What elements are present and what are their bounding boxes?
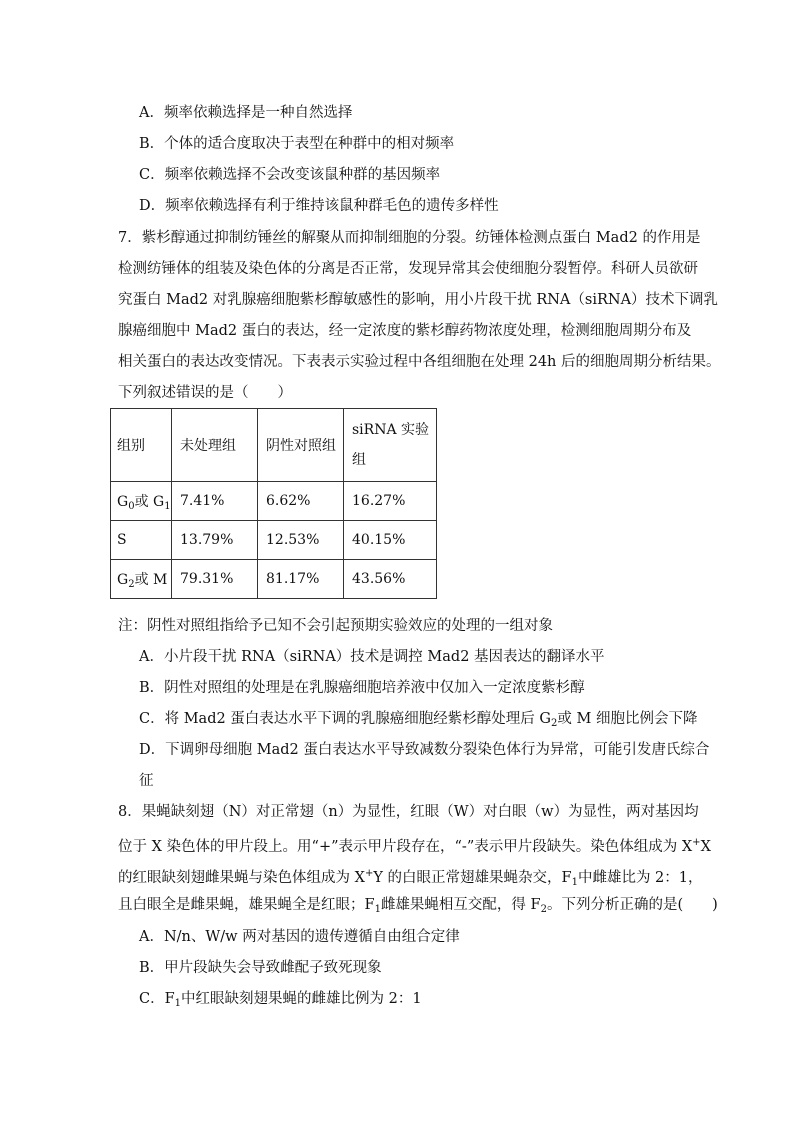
table-cell: 43.56% (344, 560, 437, 599)
table-row (111, 560, 437, 599)
q8-option-b: B．甲片段缺失会导致雌配子致死现象 (139, 960, 382, 976)
q7-stem-line: 相关蛋白的表达改变情况。下表表示实验过程中各组细胞在处理 24h 后的细胞周期分析结果。 (118, 354, 721, 370)
table-cell: 12.53% (258, 521, 344, 560)
table-header-cell: 阴性对照组 (258, 409, 344, 482)
table-header-cell: 组别 (111, 409, 172, 482)
q8-stem-line: 8．果蝇缺刻翅（N）对正常翅（n）为显性，红眼（W）对白眼（w）为显性，两对基因均 (118, 804, 699, 820)
q6-option-d: D．频率依赖选择有利于维持该鼠种群毛色的遗传多样性 (139, 198, 499, 214)
q7-option-d: D．下调卵母细胞 Mad2 蛋白表达水平导致减数分裂染色体行为异常，可能引发唐氏综合 (139, 742, 710, 758)
q8-option-a: A．N/n、W/w 两对基因的遗传遵循自由组合定律 (139, 929, 460, 945)
q7-stem-line: 检测纺锤体的组装及染色体的分离是否正常，发现异常其会使细胞分裂暂停。科研人员欲研 (118, 261, 698, 277)
q8-stem-line: 位于 X 染色体的甲片段上。用“+”表示甲片段存在，“-”表示甲片段缺失。染色体组成为 X+X (118, 837, 711, 855)
q8-stem-line: 且白眼全是雌果蝇，雄果蝇全是红眼；$F_1$雌雄果蝇相互交配，得 $F_2$。下列分析正确的是( ) (118, 897, 718, 915)
q7-option-c: C．将 Mad2 蛋白表达水平下调的乳腺癌细胞经紫杉醇处理后 $G_2$或 M 细胞比例会下降 (139, 711, 698, 729)
table-row-label: $G_2$或 M (111, 560, 172, 599)
table-cell: 7.41% (172, 482, 258, 521)
table-row (111, 521, 437, 560)
table-cell: 79.31% (172, 560, 258, 599)
cell-cycle-table (110, 408, 437, 599)
q7-stem-line: 7．紫杉醇通过抑制纺锤丝的解聚从而抑制细胞的分裂。纺锤体检测点蛋白 Mad2 的作用是 (118, 230, 701, 246)
q7-option-a: A．小片段干扰 RNA（siRNA）技术是调控 Mad2 基因表达的翻译水平 (139, 649, 605, 665)
q7-stem-line: 腺癌细胞中 Mad2 蛋白的表达，经一定浓度的紫杉醇药物浓度处理，检测细胞周期分布及 (118, 323, 692, 339)
table-cell: 81.17% (258, 560, 344, 599)
table-cell: 16.27% (344, 482, 437, 521)
q7-stem-line: 下列叙述错误的是（ ） (118, 385, 292, 401)
q7-option-d-cont: 征 (139, 773, 154, 789)
q7-option-b: B．阴性对照组的处理是在乳腺癌细胞培养液中仅加入一定浓度紫杉醇 (139, 680, 585, 696)
q6-option-a: A．频率依赖选择是一种自然选择 (139, 105, 353, 121)
q8-stem-line: 的红眼缺刻翅雌果蝇与染色体组成为 X+Y 的白眼正常翅雄果蝇杂交，$F_1$中雌雄比为 2：1， (118, 868, 703, 888)
table-header-row (111, 409, 437, 482)
table-header-cell: siRNA 实验组 (344, 409, 437, 482)
table-header-cell: 未处理组 (172, 409, 258, 482)
table-row-label: S (111, 521, 172, 560)
table-row-label: $G_0$或 $G_1$ (111, 482, 172, 521)
q6-option-b: B．个体的适合度取决于表型在种群中的相对频率 (139, 136, 455, 152)
table-cell: 40.15% (344, 521, 437, 560)
table-cell: 6.62% (258, 482, 344, 521)
q7-stem-line: 究蛋白 Mad2 对乳腺癌细胞紫杉醇敏感性的影响，用小片段干扰 RNA（siRNA）技术下调乳 (118, 292, 719, 308)
q7-note: 注：阴性对照组指给予已知不会引起预期实验效应的处理的一组对象 (118, 618, 553, 634)
table-row (111, 482, 437, 521)
q6-option-c: C．频率依赖选择不会改变该鼠种群的基因频率 (139, 167, 441, 183)
q8-option-c: C．$F_1$中红眼缺刻翅果蝇的雌雄比例为 2：1 (139, 991, 422, 1009)
table-cell: 13.79% (172, 521, 258, 560)
